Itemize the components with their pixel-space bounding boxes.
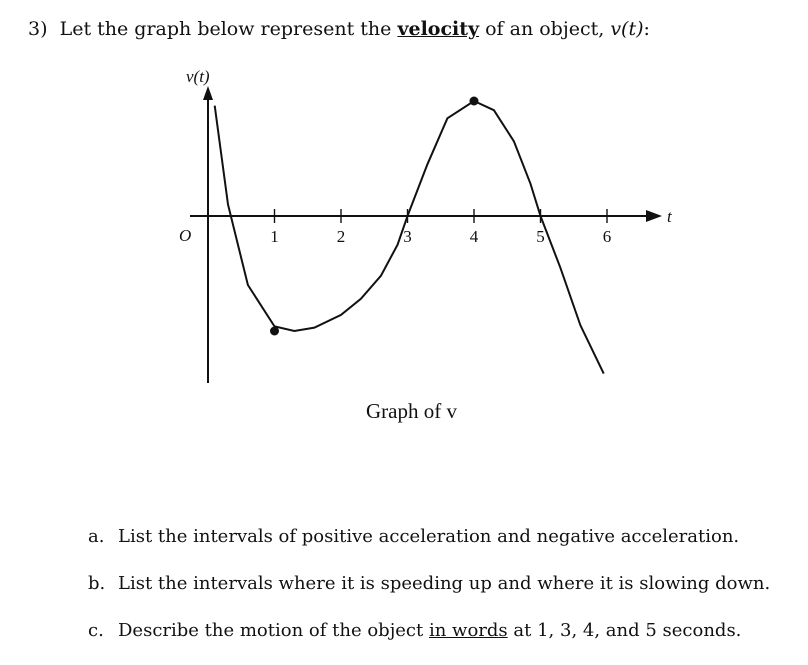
- velocity-graph: [150, 60, 690, 440]
- part-a-text: List the intervals of positive acceleration and negative acceleration.: [118, 526, 740, 547]
- function-name: v(t): [610, 18, 644, 40]
- graph-caption: Graph of v: [366, 399, 457, 423]
- marked-point-2: [470, 97, 479, 106]
- x-tick-label-6: 6: [602, 227, 612, 246]
- part-a-letter: a.: [88, 526, 105, 547]
- part-a: [88, 524, 770, 550]
- question-number: 3): [28, 18, 48, 40]
- part-b-letter: b.: [88, 573, 106, 594]
- question-prompt: [28, 16, 650, 42]
- x-tick-label-5: 5: [536, 227, 545, 246]
- x-ticks: [270, 209, 611, 246]
- question-parts: [88, 524, 770, 665]
- origin-label: O: [179, 226, 192, 245]
- y-axis-arrow: [203, 86, 213, 100]
- part-c: [88, 618, 770, 644]
- x-axis-arrow: [646, 210, 662, 222]
- marked-point-1: [270, 327, 279, 336]
- part-c-underlined: in words: [428, 620, 508, 641]
- part-b-text: List the intervals where it is speeding up and where it is slowing down.: [118, 573, 771, 594]
- x-tick-label-3: 3: [403, 227, 412, 246]
- part-b: [88, 571, 770, 597]
- x-tick-label-2: 2: [336, 227, 346, 246]
- x-axis-label: t: [667, 207, 672, 226]
- x-tick-label-1: 1: [270, 227, 279, 246]
- axes: [190, 86, 662, 383]
- part-c-text-after: at 1, 3, 4, and 5 seconds.: [513, 620, 742, 641]
- velocity-emphasis: velocity: [397, 18, 480, 40]
- x-tick-label-4: 4: [469, 227, 479, 246]
- question-text-after: of an object,: [485, 18, 605, 40]
- question-colon: :: [643, 18, 650, 40]
- part-c-text: Describe the motion of the object: [118, 620, 424, 641]
- part-c-letter: c.: [88, 620, 104, 641]
- y-axis-label: v(t): [186, 67, 210, 86]
- question-text: Let the graph below represent the: [59, 18, 392, 40]
